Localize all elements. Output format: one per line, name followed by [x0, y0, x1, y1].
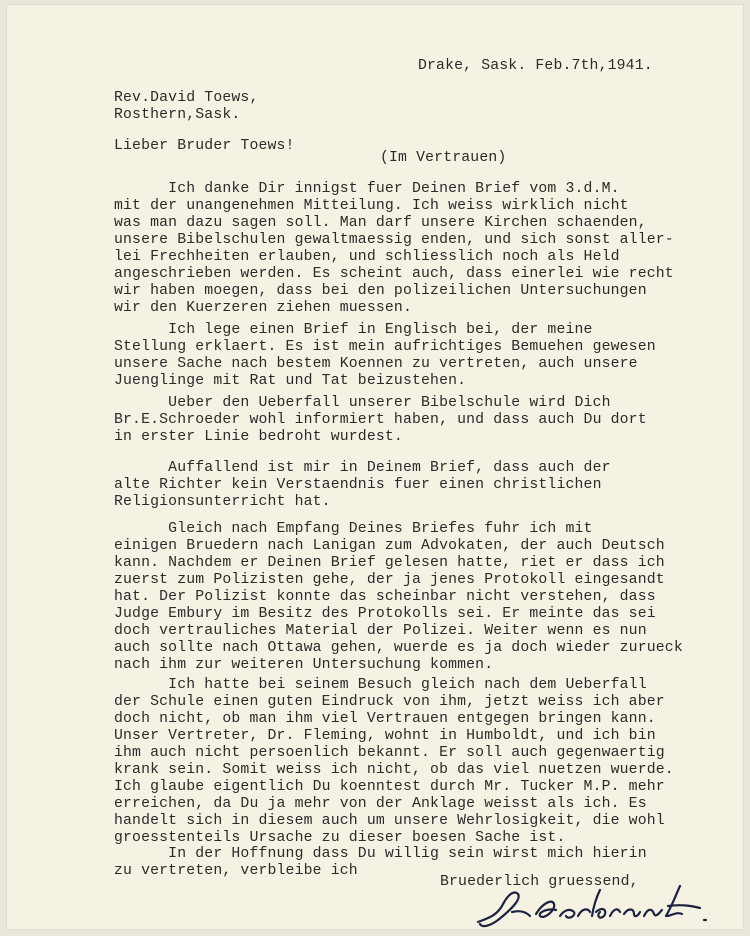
text-line: Juenglinge mit Rat und Tat beizustehen. — [114, 373, 467, 389]
text-line: in erster Linie bedroht wurdest. — [114, 429, 403, 445]
text-line: groesstenteils Ursache zu dieser boesen Sache ist. — [114, 830, 566, 846]
text-line: wir den Kuerzeren ziehen muessen. — [114, 300, 412, 316]
closing: Bruederlich gruessend, — [440, 874, 639, 890]
text-line: lei Frechheiten erlauben, und schliesslich noch als Held — [114, 249, 620, 265]
text-line: nach ihm zur weiteren Untersuchung kommen. — [114, 657, 494, 673]
text-line: erreichen, da Du ja mehr von der Anklage weisst als ich. Es — [114, 796, 647, 812]
text-line: doch nicht, ob man ihm viel Vertrauen entgegen bringen kann. — [114, 711, 656, 727]
text-line: doch vertrauliches Material der Polizei. Weiter wenn es nun — [114, 623, 647, 639]
text-line: Br.E.Schroeder wohl informiert haben, und dass auch Du dort — [114, 412, 647, 428]
text-line: Stellung erklaert. Es ist mein aufrichtiges Bemuehen gewesen — [114, 339, 656, 355]
text-line: zuerst zum Polizisten gehe, der ja jenes Protokoll eingesandt — [114, 572, 665, 588]
text-line: angeschrieben werden. Es scheint auch, dass einerlei wie recht — [114, 266, 674, 282]
place-date: Drake, Sask. Feb.7th,1941. — [418, 58, 653, 74]
text-line: einigen Bruedern nach Lanigan zum Advokaten, der auch Deutsch — [114, 538, 665, 554]
confidential-note: (Im Vertrauen) — [380, 150, 507, 166]
text-line: unsere Sache nach bestem Koennen zu vertreten, auch unsere — [114, 356, 638, 372]
text-line: unsere Bibelschulen gewaltmaessig enden, und sich sonst aller- — [114, 232, 674, 248]
text-line: der Schule einen guten Eindruck von ihm, jetzt weiss ich aber — [114, 694, 665, 710]
text-line: mit der unangenehmen Mitteilung. Ich weiss wirklich nicht — [114, 198, 629, 214]
text-line: auch sollte nach Ottawa gehen, wuerde es ja doch wieder zurueck — [114, 640, 683, 656]
text-line: Ich hatte bei seinem Besuch gleich nach dem Ueberfall — [114, 677, 647, 693]
text-line: Unser Vertreter, Dr. Fleming, wohnt in Humboldt, und ich bin — [114, 728, 656, 744]
handwritten-signature — [468, 876, 718, 936]
text-line: Ich danke Dir innigst fuer Deinen Brief vom 3.d.M. — [114, 181, 620, 197]
recipient-name: Rev.David Toews, — [114, 90, 259, 106]
text-line: was man dazu sagen soll. Man darf unsere Kirchen schaenden, — [114, 215, 647, 231]
text-line: zu vertreten, verbleibe ich — [114, 863, 358, 879]
text-line: ihm auch nicht persoenlich bekannt. Er soll auch gegenwaertig — [114, 745, 665, 761]
text-line: krank sein. Somit weiss ich nicht, ob das viel nuetzen wuerde. — [114, 762, 674, 778]
text-line: handelt sich in diesem auch um unsere Wehrlosigkeit, die wohl — [114, 813, 665, 829]
text-line: Judge Embury im Besitz des Protokolls sei. Er meinte das sei — [114, 606, 656, 622]
letter-page — [6, 4, 744, 930]
text-line: Gleich nach Empfang Deines Briefes fuhr ich mit — [114, 521, 593, 537]
text-line: hat. Der Polizist konnte das scheinbar nicht verstehen, dass — [114, 589, 656, 605]
text-line: Ueber den Ueberfall unserer Bibelschule wird Dich — [114, 395, 611, 411]
recipient-address: Rosthern,Sask. — [114, 107, 241, 123]
salutation: Lieber Bruder Toews! — [114, 138, 295, 154]
text-line: Ich glaube eigentlich Du koenntest durch Mr. Tucker M.P. mehr — [114, 779, 665, 795]
text-line: alte Richter kein Verstaendnis fuer einen christlichen — [114, 477, 602, 493]
text-line: Ich lege einen Brief in Englisch bei, der meine — [114, 322, 593, 338]
text-line: In der Hoffnung dass Du willig sein wirst mich hierin — [114, 846, 647, 862]
text-line: wir haben moegen, dass bei den polizeilichen Untersuchungen — [114, 283, 647, 299]
text-line: kann. Nachdem er Deinen Brief gelesen hatte, riet er dass ich — [114, 555, 665, 571]
text-line: Religionsunterricht hat. — [114, 494, 331, 510]
text-line: Auffallend ist mir in Deinem Brief, dass auch der — [114, 460, 611, 476]
